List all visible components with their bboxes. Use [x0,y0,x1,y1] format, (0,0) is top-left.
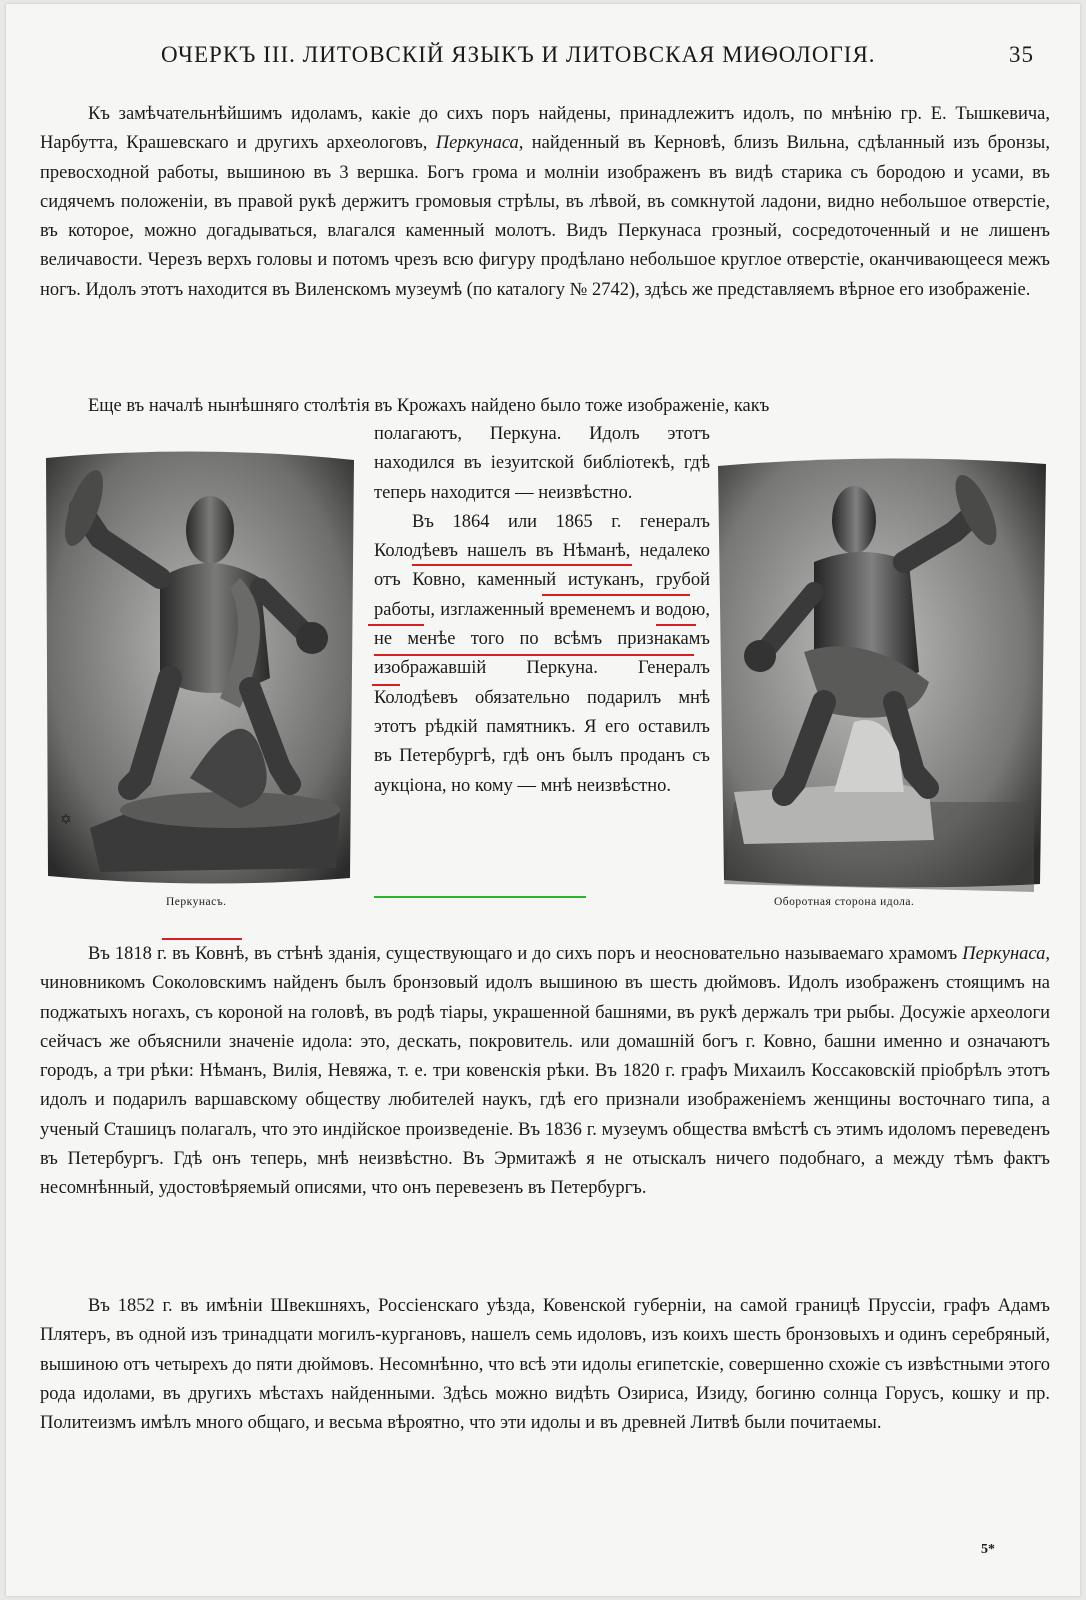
right-figure-caption: Оборотная сторона идола. [774,896,915,908]
red-underline-mark [412,564,632,566]
chapter-title: ОЧЕРКЪ III. ЛИТОВСКІЙ ЯЗЫКЪ И ЛИТОВСКАЯ МИѲОЛОГІЯ. [161,42,876,67]
emphasis-perkunas-2: Перкунаса, [962,944,1050,964]
signature-mark: 5* [981,1542,995,1557]
book-page [6,4,1080,1596]
svg-text:✡: ✡ [60,812,72,828]
paragraph-4: Въ 1818 г. въ Ковнѣ, въ стѣнѣ зданія, существующаго и до сихъ поръ и неосновательно называемаго храмомъ Перкунаса, чиновникомъ Соколовскимъ найденъ былъ бронзовый идолъ вышиною въ шесть дюймовъ. Идолъ изображенъ стоящимъ на поджатыхъ ногахъ, съ короной на головѣ, въ родѣ тіары, украшенной башнями, въ рукѣ держалъ три рыбы. Досужіе археологи сейчасъ же объяснили значеніе идола: это, дескать, покровитель. или домашній богъ г. Ковно, башни именно и означаютъ городъ, а три рѣки: Нѣманъ, Вилія, Невяжа, т. е. три ковенскія рѣки. Въ 1820 г. графъ Михаилъ Коссаковскій пріобрѣлъ этотъ идолъ и подарилъ варшавскому обществу любителей наукъ, гдѣ его признали изображеніемъ женщины восточнаго типа, а ученый Сташицъ полагалъ, что это индійское произведеніе. Въ 1836 г. музеумъ общества вмѣстѣ съ этимъ идоломъ переведенъ въ Петербургъ. Гдѣ онъ теперь, мнѣ неизвѣстно. Въ Эрмитажѣ я не отыскалъ ничего подобнаго, а между тѣмъ фактъ несомнѣнный, удостовѣряемый описями, что онъ перевезенъ въ Петербургъ. [40,944,1050,1199]
idol-back-illustration [714,452,1050,892]
red-underline-mark [374,654,694,656]
middle-column-text: полагаютъ, Перкуна. Идолъ этотъ находился въ іезуитской библіотекѣ, гдѣ теперь находится — неизвѣстно. Въ 1864 или 1865 г. генералъ Колодѣевъ нашелъ въ Нѣманѣ, недалеко отъ Ковно, каменный истуканъ, грубой работы, изглаженный временемъ и водою, не менѣе того по всѣмъ признакамъ изображавшій Перкуна. Генералъ Колодѣевъ обязательно подарилъ мнѣ этотъ рѣдкій памятникъ. Я его оставилъ въ Петербургѣ, гдѣ онъ былъ проданъ съ аукціона, но кому — мнѣ неизвѣстно. [374,424,710,796]
paragraph-1: Къ замѣчательнѣйшимъ идоламъ, какіе до сихъ поръ найдены, принадлежитъ идолъ, по мнѣнію гр. Е. Тышкевича, Нарбутта, Крашевскаго и другихъ археологовъ, Перкунаса, найденный въ Керновѣ, близъ Вильна, сдѣланный изъ бронзы, превосходной работы, вышиною въ 3 вершка. Богъ грома и молніи изображенъ въ видѣ старика съ бородою и усами, въ сидячемъ положеніи, въ правой рукѣ держитъ громовыя стрѣлы, въ лѣвой, въ сомкнутой ладони, видно небольшое отверстіе, въ которое, можно догадываться, влагался каменный молотъ. Видъ Перкунаса грозный, сосредоточенный и не лишенъ величавости. Черезъ верхъ головы и потомъ чрезъ всю фигуру продѣлано небольшое круглое отверстіе, оканчивающееся межъ ногъ. Идолъ этотъ находится въ Виленскомъ музеумѣ (по каталогу № 2742), здѣсь же представляемъ вѣрное его изображеніе. [40,104,1050,300]
emphasis-perkunas: Перкунаса, [435,133,524,154]
paragraph-2-lead: Еще въ началѣ нынѣшняго столѣтія въ Крожахъ найдено было тоже изображеніе, какъ [88,396,770,416]
figure-perkunas-front [40,448,360,908]
red-underline-mark [372,684,400,686]
idol-front-illustration [40,448,360,888]
red-underline-mark [542,594,690,596]
left-figure-caption: Перкунасъ. [166,896,227,908]
red-underline-mark [368,624,424,626]
red-underline-mark [656,624,696,626]
figure-idol-back [714,452,1050,908]
paragraph-5: Въ 1852 г. въ имѣніи Швекшняхъ, Россіенскаго уѣзда, Ковенской губерніи, на самой границѣ Пруссіи, графъ Адамъ Плятеръ, въ одной изъ тринадцати могилъ-кургановъ, нашелъ семь идоловъ, изъ коихъ шесть бронзовыхъ и одинъ серебряный, вышиною отъ четырехъ до пяти дюймовъ. Несомнѣнно, что всѣ эти идолы египетскіе, совершенно схожіе съ извѣстными этого рода идолами, въ другихъ мѣстахъ найденными. Здѣсь можно видѣть Озириса, Изиду, богиню солнца Горусъ, кошку и пр. Политеизмъ имѣлъ много общаго, и весьма вѣроятно, что эти идолы и въ древней Литвѣ были почитаемы. [40,1296,1050,1434]
green-underline-mark [374,896,586,898]
page-number: 35 [1009,42,1034,67]
